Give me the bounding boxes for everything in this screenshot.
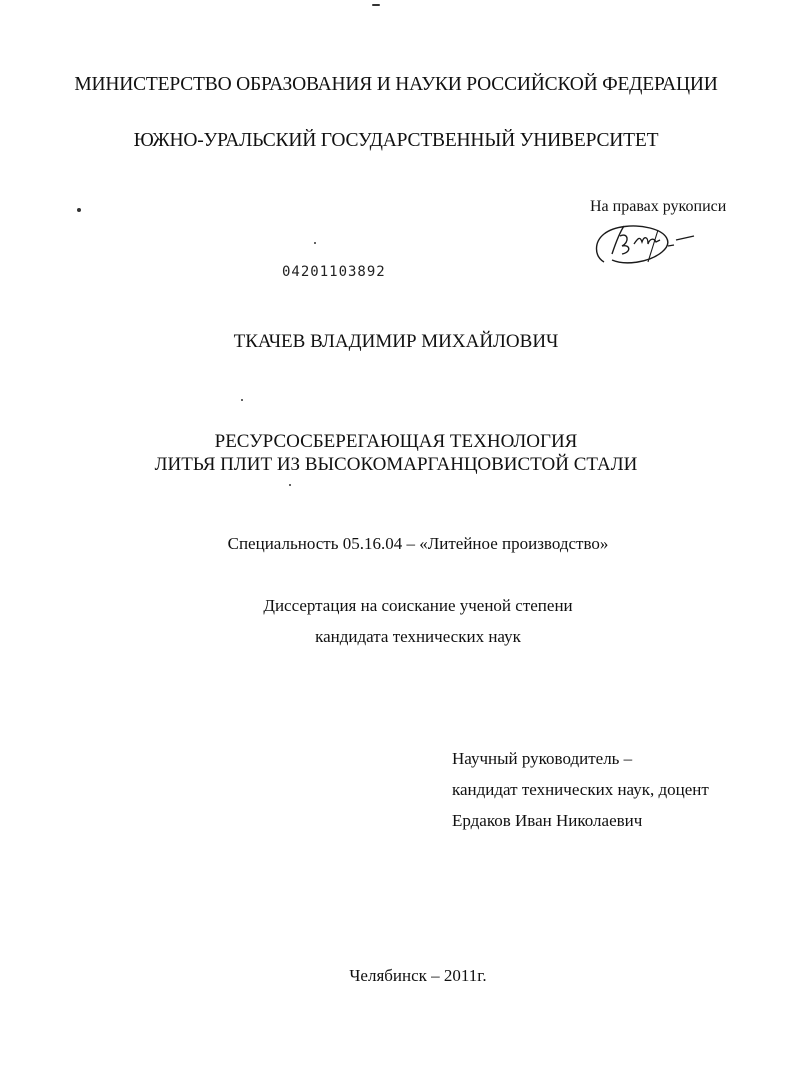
author-name: ТКАЧЕВ ВЛАДИМИР МИХАЙЛОВИЧ <box>233 331 559 352</box>
scan-speck <box>289 484 291 486</box>
scan-speck <box>241 399 243 401</box>
catalog-number: 04201103892 <box>282 264 386 280</box>
manuscript-note: На правах рукописи <box>590 198 727 215</box>
supervisor-role: Научный руководитель – <box>452 749 633 768</box>
scan-speck <box>372 4 380 6</box>
specialty-line: Специальность 05.16.04 – «Литейное производство» <box>227 534 609 553</box>
handwritten-signature <box>590 212 710 272</box>
thesis-title-line-2: ЛИТЬЯ ПЛИТ ИЗ ВЫСОКОМАРГАНЦОВИСТОЙ СТАЛИ <box>154 454 638 475</box>
scan-speck <box>77 208 81 212</box>
supervisor-name: Ердаков Иван Николаевич <box>452 811 643 830</box>
city-year: Челябинск – 2011г. <box>349 966 487 985</box>
degree-line-1: Диссертация на соискание ученой степени <box>263 596 573 615</box>
thesis-title-line-1: РЕСУРСОСБЕРЕГАЮЩАЯ ТЕХНОЛОГИЯ <box>214 431 578 452</box>
degree-line-2: кандидата технических наук <box>315 627 521 646</box>
supervisor-title: кандидат технических наук, доцент <box>452 780 709 799</box>
scan-speck <box>314 242 316 244</box>
university-heading: ЮЖНО-УРАЛЬСКИЙ ГОСУДАРСТВЕННЫЙ УНИВЕРСИТЕТ <box>133 130 659 151</box>
ministry-heading: МИНИСТЕРСТВО ОБРАЗОВАНИЯ И НАУКИ РОССИЙСКОЙ ФЕДЕРАЦИИ <box>74 74 718 95</box>
